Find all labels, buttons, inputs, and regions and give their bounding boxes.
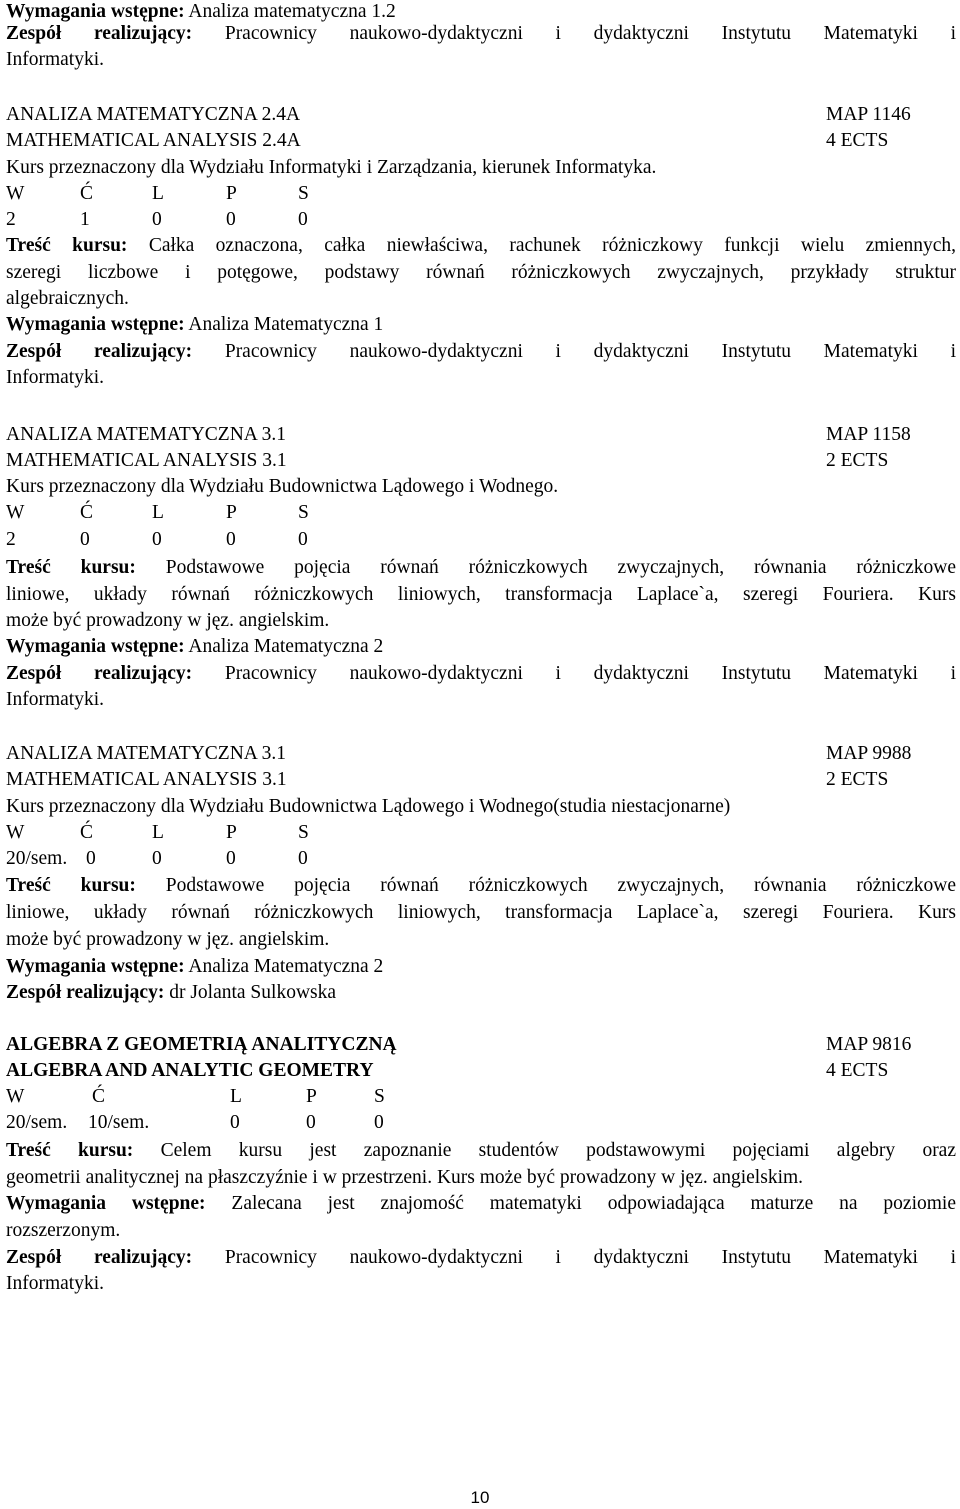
- team-label: Zespół realizujący:: [6, 1247, 193, 1268]
- content-line: [6, 555, 956, 581]
- content-text: Podstawowe pojęcia równań różniczkowych zwyczajnych, równania różniczkowe: [165, 557, 956, 578]
- team-label: Zespół realizujący:: [6, 663, 193, 684]
- hours-value-w: 2: [6, 209, 16, 230]
- hours-value-c: 10/sem.: [88, 1112, 150, 1133]
- hours-value-s: 0: [298, 209, 308, 230]
- hours-header-l: L: [152, 822, 164, 843]
- hours-header-c: Ć: [80, 183, 94, 204]
- hours-header-w: W: [6, 183, 25, 204]
- course-audience: Kurs przeznaczony dla Wydziału Budownictwa Lądowego i Wodnego.: [6, 476, 559, 497]
- content-line: szeregi liczbowe i potęgowe, podstawy równań różniczkowych zwyczajnych, przykłady struktur: [6, 262, 956, 283]
- team-line: [6, 339, 956, 365]
- hours-header-l: L: [152, 183, 164, 204]
- content-line: [6, 233, 956, 259]
- prereq-label: Wymagania wstępne:: [6, 1193, 206, 1214]
- hours-value-p: 0: [226, 209, 236, 230]
- course-title-en: ALGEBRA AND ANALYTIC GEOMETRY: [6, 1060, 374, 1081]
- hours-header-c: Ć: [92, 1086, 106, 1107]
- hours-value-c: 1: [80, 209, 90, 230]
- course-audience: Kurs przeznaczony dla Wydziału Informatyki i Zarządzania, kierunek Informatyka.: [6, 157, 657, 178]
- team-value: Pracownicy naukowo-dydaktyczni i dydaktyczni Instytutu Matematyki i: [224, 23, 957, 44]
- hours-header-w: W: [6, 502, 25, 523]
- content-label: Treść kursu:: [6, 875, 136, 896]
- course-title-pl: ANALIZA MATEMATYCZNA 2.4A: [6, 104, 301, 125]
- course-title-en: MATHEMATICAL ANALYSIS 3.1: [6, 450, 287, 471]
- hours-value-l: 0: [230, 1112, 240, 1133]
- course-code: MAP 9816: [826, 1034, 912, 1055]
- prereq-value: Analiza Matematyczna 2: [188, 956, 384, 977]
- hours-header-c: Ć: [80, 822, 94, 843]
- content-label: Treść kursu:: [6, 235, 128, 256]
- hours-header-s: S: [298, 822, 309, 843]
- hours-value-p: 0: [226, 848, 236, 869]
- course-ects: 4 ECTS: [826, 130, 889, 151]
- hours-value-s: 0: [298, 529, 308, 550]
- hours-value-l: 0: [152, 209, 162, 230]
- prereq-value: Analiza matematyczna 1.2: [188, 1, 396, 22]
- content-line: liniowe, układy równań różniczkowych liniowych, transformacja Laplace`a, szeregi Fouriera. Kurs: [6, 584, 956, 605]
- course-ects: 2 ECTS: [826, 450, 889, 471]
- team-line-cont: Informatyki.: [6, 367, 105, 388]
- prereq-value: Analiza Matematyczna 2: [188, 636, 384, 657]
- hours-value-c: 0: [80, 529, 90, 550]
- team-label: Zespół realizujący:: [6, 23, 193, 44]
- course-title-pl: ANALIZA MATEMATYCZNA 3.1: [6, 743, 287, 764]
- hours-header-s: S: [298, 502, 309, 523]
- prereq-line: [6, 954, 383, 980]
- course-audience: Kurs przeznaczony dla Wydziału Budownictwa Lądowego i Wodnego(studia niestacjonarne): [6, 796, 731, 817]
- prereq-label: Wymagania wstępne:: [6, 956, 185, 977]
- content-text: Całka oznaczona, całka niewłaściwa, rachunek różniczkowy funkcji wielu zmiennych,: [148, 235, 957, 256]
- prereq-line-cont: rozszerzonym.: [6, 1220, 121, 1241]
- team-line-cont: Informatyki.: [6, 49, 105, 70]
- hours-header-p: P: [226, 822, 237, 843]
- prereq-line: [6, 634, 383, 660]
- content-line: może być prowadzony w jęz. angielskim.: [6, 929, 330, 950]
- hours-header-l: L: [152, 502, 164, 523]
- prereq-label: Wymagania wstępne:: [6, 1, 185, 22]
- course-code: MAP 1146: [826, 104, 911, 125]
- hours-header-p: P: [226, 502, 237, 523]
- hours-header-w: W: [6, 1086, 25, 1107]
- hours-header-s: S: [374, 1086, 385, 1107]
- hours-value-w: 20/sem.: [6, 1112, 68, 1133]
- team-line: [6, 661, 956, 687]
- hours-value-l: 0: [152, 529, 162, 550]
- course-ects: 2 ECTS: [826, 769, 889, 790]
- content-line: liniowe, układy równań różniczkowych liniowych, transformacja Laplace`a, szeregi Fouriera. Kurs: [6, 902, 956, 923]
- content-text: Celem kursu jest zapoznanie studentów podstawowymi pojęciami algebry oraz: [160, 1140, 956, 1161]
- hours-value-c: 0: [86, 848, 96, 869]
- course-code: MAP 9988: [826, 743, 912, 764]
- prereq-label: Wymagania wstępne:: [6, 636, 185, 657]
- course-title-en: MATHEMATICAL ANALYSIS 3.1: [6, 769, 287, 790]
- team-value: Pracownicy naukowo-dydaktyczni i dydaktyczni Instytutu Matematyki i: [224, 341, 957, 362]
- content-line: [6, 873, 956, 899]
- team-line: [6, 1245, 956, 1271]
- hours-header-c: Ć: [80, 502, 94, 523]
- hours-header-w: W: [6, 822, 25, 843]
- hours-header-s: S: [298, 183, 309, 204]
- prereq-line: [6, 312, 383, 338]
- course-title-en: MATHEMATICAL ANALYSIS 2.4A: [6, 130, 301, 151]
- prereq-value: Zalecana jest znajomość matematyki odpowiadająca maturze na poziomie: [231, 1193, 956, 1214]
- content-line: może być prowadzony w jęz. angielskim.: [6, 610, 330, 631]
- hours-value-p: 0: [306, 1112, 316, 1133]
- team-line: [6, 980, 336, 1006]
- hours-value-w: 2: [6, 529, 16, 550]
- team-label: Zespół realizujący:: [6, 341, 193, 362]
- hours-header-l: L: [230, 1086, 242, 1107]
- hours-value-w: 20/sem.: [6, 848, 68, 869]
- team-label: Zespół realizujący:: [6, 982, 165, 1003]
- course-title-pl: ANALIZA MATEMATYCZNA 3.1: [6, 424, 287, 445]
- content-line: geometrii analitycznej na płaszczyźnie i w przestrzeni. Kurs może być prowadzony w jęz. angielskim.: [6, 1167, 804, 1188]
- content-line: algebraicznych.: [6, 288, 129, 309]
- course-title-pl: ALGEBRA Z GEOMETRIĄ ANALITYCZNĄ: [6, 1034, 397, 1055]
- content-line: [6, 1138, 956, 1164]
- course-ects: 4 ECTS: [826, 1060, 889, 1081]
- hours-header-p: P: [306, 1086, 317, 1107]
- content-text: Podstawowe pojęcia równań różniczkowych zwyczajnych, równania różniczkowe: [165, 875, 956, 896]
- team-line: [6, 21, 956, 47]
- hours-value-s: 0: [374, 1112, 384, 1133]
- hours-value-l: 0: [152, 848, 162, 869]
- prereq-label: Wymagania wstępne:: [6, 314, 185, 335]
- team-value: Pracownicy naukowo-dydaktyczni i dydaktyczni Instytutu Matematyki i: [224, 1247, 957, 1268]
- hours-value-p: 0: [226, 529, 236, 550]
- content-label: Treść kursu:: [6, 557, 136, 578]
- prereq-line: [6, 1191, 956, 1217]
- page-number: 10: [470, 1488, 490, 1507]
- prereq-value: Analiza Matematyczna 1: [188, 314, 384, 335]
- team-line-cont: Informatyki.: [6, 1273, 105, 1294]
- team-line-cont: Informatyki.: [6, 689, 105, 710]
- course-code: MAP 1158: [826, 424, 911, 445]
- team-value: Pracownicy naukowo-dydaktyczni i dydaktyczni Instytutu Matematyki i: [224, 663, 957, 684]
- hours-header-p: P: [226, 183, 237, 204]
- content-label: Treść kursu:: [6, 1140, 134, 1161]
- hours-value-s: 0: [298, 848, 308, 869]
- team-value: dr Jolanta Sulkowska: [169, 982, 337, 1003]
